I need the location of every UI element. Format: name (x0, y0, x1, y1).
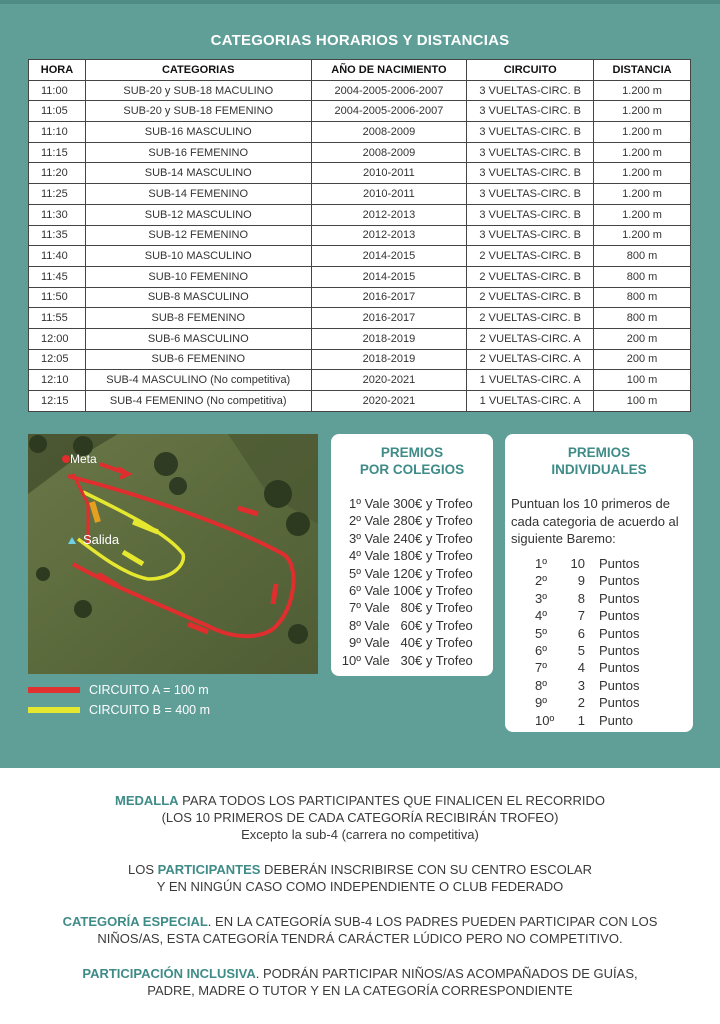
list-item (339, 634, 491, 651)
table-row (29, 184, 691, 205)
prize-text: Vale 180€ y Trofeo (364, 548, 473, 564)
premios-individuales-list (535, 555, 685, 729)
schedule-table (28, 59, 691, 412)
cell-circuito: 3 VUELTAS-CIRC. B (467, 80, 594, 101)
cell-hora: 12:05 (29, 349, 86, 370)
note-categoria-especial (0, 913, 720, 947)
points-place: 9º (535, 695, 547, 711)
points-unit: Puntos (599, 608, 640, 624)
prize-text: Vale 280€ y Trofeo (364, 513, 473, 529)
table-row (29, 370, 691, 391)
points-place: 3º (535, 590, 547, 606)
cell-hora: 11:40 (29, 246, 86, 267)
legend-b-swatch (28, 707, 80, 713)
cell-circuito: 3 VUELTAS-CIRC. B (467, 163, 594, 184)
list-item (535, 572, 685, 589)
list-item (535, 607, 685, 624)
cell-distancia: 200 m (594, 328, 691, 349)
header-hora: HORA (29, 60, 86, 81)
cell-hora: 11:20 (29, 163, 86, 184)
premios-individuales-intro: Puntuan los 10 primeros de cada categoria de acuerdo al siguiente Baremo: (511, 496, 679, 546)
cell-hora: 11:30 (29, 204, 86, 225)
cell-hora: 12:15 (29, 391, 86, 412)
prize-place: 7º (349, 600, 361, 616)
cell-distancia: 800 m (594, 246, 691, 267)
prize-text: Vale 100€ y Trofeo (364, 583, 473, 599)
note-medalla (0, 792, 720, 843)
table-row (29, 163, 691, 184)
cell-circuito: 2 VUELTAS-CIRC. B (467, 287, 594, 308)
cell-categoria: SUB-8 FEMENINO (85, 308, 311, 329)
prize-place: 5º (349, 565, 361, 581)
list-item (339, 565, 491, 582)
prize-text: Vale 120€ y Trofeo (364, 565, 473, 581)
cell-ano: 2014-2015 (311, 246, 467, 267)
cell-distancia: 1.200 m (594, 80, 691, 101)
list-item (535, 677, 685, 694)
especial-key: CATEGORÍA ESPECIAL (62, 914, 208, 929)
list-item (339, 582, 491, 599)
cell-distancia: 100 m (594, 391, 691, 412)
cell-ano: 2020-2021 (311, 370, 467, 391)
prize-place: 9º (349, 635, 361, 651)
cell-ano: 2018-2019 (311, 349, 467, 370)
cell-ano: 2004-2005-2006-2007 (311, 101, 467, 122)
cell-categoria: SUB-6 FEMENINO (85, 349, 311, 370)
legend-a-label: CIRCUITO A = 100 m (89, 683, 209, 697)
list-item (535, 555, 685, 572)
medalla-line-1: PARA TODOS LOS PARTICIPANTES QUE FINALICEN EL RECORRIDO (178, 793, 605, 808)
prize-text: Vale 240€ y Trofeo (364, 530, 473, 546)
cell-ano: 2008-2009 (311, 122, 467, 143)
participantes-pre: LOS (128, 862, 158, 877)
header-categorias: CATEGORIAS (85, 60, 311, 81)
prize-text: Vale 40€ y Trofeo (364, 635, 473, 651)
cell-categoria: SUB-16 MASCULINO (85, 122, 311, 143)
cell-circuito: 2 VUELTAS-CIRC. B (467, 266, 594, 287)
cell-ano: 2014-2015 (311, 266, 467, 287)
cell-categoria: SUB-4 MASCULINO (No competitiva) (85, 370, 311, 391)
premios-colegios-title-1: PREMIOS (380, 445, 444, 460)
list-item (339, 599, 491, 616)
prize-place: 2º (349, 513, 361, 529)
list-item (339, 617, 491, 634)
circuit-map-drawing (28, 434, 318, 674)
legend-b-label: CIRCUITO B = 400 m (89, 703, 210, 717)
cell-circuito: 3 VUELTAS-CIRC. B (467, 122, 594, 143)
points-unit: Puntos (599, 677, 640, 693)
especial-line-2: NIÑOS/AS, ESTA CATEGORÍA TENDRÁ CARÁCTER LÚDICO PERO NO COMPETITIVO. (97, 931, 623, 946)
inclusiva-key: PARTICIPACIÓN INCLUSIVA (82, 966, 256, 981)
cell-distancia: 1.200 m (594, 163, 691, 184)
cell-distancia: 1.200 m (594, 101, 691, 122)
table-row (29, 80, 691, 101)
cell-hora: 11:25 (29, 184, 86, 205)
cell-ano: 2016-2017 (311, 308, 467, 329)
prize-text: Vale 300€ y Trofeo (364, 496, 473, 511)
list-item (339, 530, 491, 547)
cell-circuito: 2 VUELTAS-CIRC. B (467, 308, 594, 329)
cell-hora: 11:35 (29, 225, 86, 246)
points-unit: Puntos (599, 573, 640, 589)
cell-categoria: SUB-4 FEMENINO (No competitiva) (85, 391, 311, 412)
list-item (535, 694, 685, 711)
prize-text: Vale 80€ y Trofeo (364, 600, 473, 616)
points-unit: Puntos (599, 695, 640, 711)
cell-distancia: 1.200 m (594, 225, 691, 246)
points-place: 8º (535, 677, 547, 693)
table-row (29, 246, 691, 267)
table-row (29, 204, 691, 225)
points-unit: Puntos (599, 556, 640, 571)
cell-circuito: 2 VUELTAS-CIRC. B (467, 246, 594, 267)
legend-a-swatch (28, 687, 80, 693)
cell-distancia: 200 m (594, 349, 691, 370)
premios-individuales-title-1: PREMIOS (567, 445, 631, 460)
cell-circuito: 3 VUELTAS-CIRC. B (467, 225, 594, 246)
cell-hora: 11:00 (29, 80, 86, 101)
cell-categoria: SUB-8 MASCULINO (85, 287, 311, 308)
points-points: 6 (577, 625, 585, 641)
points-points: 9 (577, 573, 585, 589)
cell-categoria: SUB-14 FEMENINO (85, 184, 311, 205)
table-row (29, 142, 691, 163)
header-distancia: DISTANCIA (594, 60, 691, 81)
cell-hora: 11:45 (29, 266, 86, 287)
cell-hora: 11:10 (29, 122, 86, 143)
points-unit: Puntos (599, 590, 640, 606)
cell-distancia: 1.200 m (594, 204, 691, 225)
points-points: 8 (577, 590, 585, 606)
cell-distancia: 1.200 m (594, 122, 691, 143)
cell-categoria: SUB-10 FEMENINO (85, 266, 311, 287)
participantes-line-2: Y EN NINGÚN CASO COMO INDEPENDIENTE O CLUB FEDERADO (156, 879, 564, 894)
prize-place: 1º (349, 496, 361, 511)
points-unit: Puntos (599, 643, 640, 659)
inclusiva-line-1: . PODRÁN PARTICIPAR NIÑOS/AS ACOMPAÑADOS DE GUÍAS, (255, 966, 638, 981)
prize-place: 3º (349, 530, 361, 546)
list-item (339, 547, 491, 564)
inclusiva-line-2: PADRE, MADRE O TUTOR Y EN LA CATEGORÍA CORRESPONDIENTE (147, 983, 573, 998)
participantes-line-1: DEBERÁN INSCRIBIRSE CON SU CENTRO ESCOLAR (260, 862, 592, 877)
cell-hora: 11:50 (29, 287, 86, 308)
cell-ano: 2020-2021 (311, 391, 467, 412)
participantes-key: PARTICIPANTES (157, 862, 261, 877)
points-unit: Puntos (599, 625, 640, 641)
table-row (29, 225, 691, 246)
cell-circuito: 2 VUELTAS-CIRC. A (467, 349, 594, 370)
circuit-map (28, 434, 318, 674)
cell-categoria: SUB-12 FEMENINO (85, 225, 311, 246)
cell-circuito: 3 VUELTAS-CIRC. B (467, 184, 594, 205)
list-item (339, 652, 491, 669)
points-unit: Puntos (599, 660, 640, 676)
table-header-row (29, 60, 691, 81)
prize-text: Vale 60€ y Trofeo (364, 617, 473, 633)
cell-categoria: SUB-6 MASCULINO (85, 328, 311, 349)
prize-text: Vale 30€ y Trofeo (364, 652, 473, 668)
points-points: 2 (577, 695, 585, 711)
list-item (535, 712, 685, 729)
cell-distancia: 1.200 m (594, 184, 691, 205)
cell-hora: 11:15 (29, 142, 86, 163)
list-item (535, 590, 685, 607)
note-participantes (0, 861, 720, 895)
cell-ano: 2018-2019 (311, 328, 467, 349)
cell-distancia: 800 m (594, 266, 691, 287)
cell-categoria: SUB-12 MASCULINO (85, 204, 311, 225)
premios-individuales-title-2: INDIVIDUALES (551, 462, 647, 477)
prize-place: 4º (349, 548, 361, 564)
points-place: 10º (535, 712, 555, 728)
premios-colegios-list (339, 495, 491, 669)
cell-ano: 2010-2011 (311, 163, 467, 184)
note-inclusiva (0, 965, 720, 999)
cell-distancia: 800 m (594, 287, 691, 308)
table-row (29, 391, 691, 412)
list-item (535, 659, 685, 676)
points-points: 10 (570, 556, 585, 571)
points-place: 5º (535, 625, 547, 641)
cell-circuito: 3 VUELTAS-CIRC. B (467, 101, 594, 122)
table-row (29, 122, 691, 143)
salida-label: Salida (83, 532, 120, 547)
points-points: 5 (577, 643, 585, 659)
meta-label: Meta (70, 452, 97, 466)
especial-line-1: . EN LA CATEGORÍA SUB-4 LOS PADRES PUEDEN PARTICIPAR CON LOS (207, 914, 658, 929)
cell-circuito: 2 VUELTAS-CIRC. A (467, 328, 594, 349)
cell-categoria: SUB-16 FEMENINO (85, 142, 311, 163)
cell-categoria: SUB-10 MASCULINO (85, 246, 311, 267)
prize-place: 6º (349, 583, 361, 599)
cell-circuito: 3 VUELTAS-CIRC. B (467, 142, 594, 163)
points-place: 4º (535, 608, 547, 624)
points-place: 7º (535, 660, 547, 676)
points-place: 1º (535, 556, 547, 571)
cell-circuito: 1 VUELTAS-CIRC. A (467, 391, 594, 412)
points-place: 6º (535, 643, 547, 659)
cell-hora: 11:55 (29, 308, 86, 329)
top-border (0, 0, 720, 4)
cell-circuito: 1 VUELTAS-CIRC. A (467, 370, 594, 391)
medalla-key: MEDALLA (115, 793, 179, 808)
list-item (535, 642, 685, 659)
premios-individuales-card (505, 434, 693, 732)
cell-ano: 2004-2005-2006-2007 (311, 80, 467, 101)
cell-distancia: 100 m (594, 370, 691, 391)
cell-categoria: SUB-20 y SUB-18 MACULINO (85, 80, 311, 101)
cell-categoria: SUB-20 y SUB-18 FEMENINO (85, 101, 311, 122)
list-item (339, 512, 491, 529)
cell-hora: 12:10 (29, 370, 86, 391)
points-points: 3 (577, 677, 585, 693)
prize-place: 8º (349, 617, 361, 633)
list-item (339, 495, 491, 512)
medalla-line-2: (LOS 10 PRIMEROS DE CADA CATEGORÍA RECIBIRÁN TROFEO) (161, 810, 559, 825)
cell-ano: 2010-2011 (311, 184, 467, 205)
page-title: CATEGORIAS HORARIOS Y DISTANCIAS (210, 32, 510, 49)
points-points: 1 (577, 712, 585, 728)
cell-ano: 2012-2013 (311, 225, 467, 246)
points-points: 7 (577, 608, 585, 624)
cell-hora: 11:05 (29, 101, 86, 122)
cell-ano: 2012-2013 (311, 204, 467, 225)
medalla-line-3: Excepto la sub-4 (carrera no competitiva) (241, 827, 479, 842)
table-row (29, 266, 691, 287)
table-row (29, 308, 691, 329)
table-row (29, 328, 691, 349)
cell-distancia: 800 m (594, 308, 691, 329)
header-ano: AÑO DE NACIMIENTO (311, 60, 467, 81)
header-circuito: CIRCUITO (467, 60, 594, 81)
points-points: 4 (577, 660, 585, 676)
points-place: 2º (535, 573, 547, 589)
premios-colegios-card (331, 434, 493, 676)
meta-marker (62, 455, 70, 463)
cell-ano: 2016-2017 (311, 287, 467, 308)
premios-colegios-title-2: POR COLEGIOS (359, 462, 465, 477)
table-row (29, 101, 691, 122)
table-row (29, 287, 691, 308)
list-item (535, 625, 685, 642)
prize-place: 10º (341, 652, 361, 668)
cell-ano: 2008-2009 (311, 142, 467, 163)
points-unit: Punto (599, 712, 633, 728)
cell-categoria: SUB-14 MASCULINO (85, 163, 311, 184)
cell-circuito: 3 VUELTAS-CIRC. B (467, 204, 594, 225)
table-row (29, 349, 691, 370)
cell-distancia: 1.200 m (594, 142, 691, 163)
cell-hora: 12:00 (29, 328, 86, 349)
